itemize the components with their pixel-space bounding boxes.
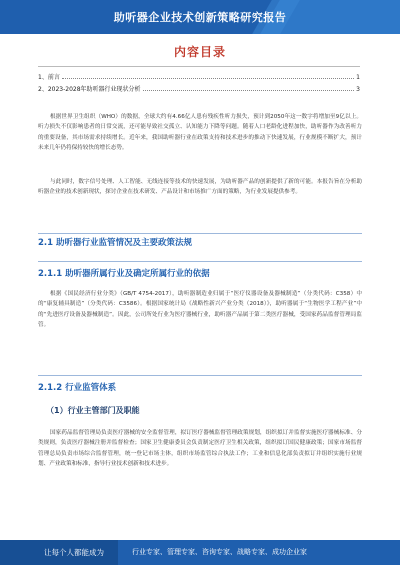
section-heading: 2.1.1 助听器所属行业及确定所属行业的依据 — [38, 269, 210, 279]
footer-slogan-right: 行业专家、管理专家、咨询专家、战略专家、成功企业家 — [132, 548, 307, 556]
toc-item-page: 3 — [356, 86, 360, 93]
toc-item[interactable] — [38, 70, 360, 81]
toc-item-page: 1 — [356, 74, 360, 81]
footer-slogan-left: 让每个人都能成为 — [44, 548, 104, 557]
section-heading: 2.1 助听器行业监管情况及主要政策法规 — [38, 238, 193, 248]
toc-item-label: 2、2023-2028年助听器行业现状分析 — [38, 86, 141, 93]
section-body: 根据《国民经济行业分类》（GB/T 4754-2017），助听器制造业归属于“医疗仪器设备及器械制造”（分类代码：C358）中的“康复辅具制造”（分类代码：C3586）。根据国家统计局《战略性新兴产业分类（2018）》，助听器属于“生物医学工程产业”中的“先进医疗设备及器械制造”。因此，公司所处行业为医疗器械行业，助听器产品属于第二类医疗器械，受国家药品监督管理局监管。 — [38, 291, 362, 329]
intro-paragraph: 根据世界卫生组织（WHO）的数据，全球大约有4.66亿人患有残疾性听力损失，预计到2050年这一数字将增加至9亿以上。听力损失不仅影响患者的日常交流，还可能导致社交孤立、认知能力下降等问题。随着人口老龄化进程加快，助听器作为改善听力的重要设备，其市场需求持续增长。近年来，我国助听器行业在政策支持和技术进步的推动下快速发展，行业规模不断扩大，预计未来几年仍将保持较快的增长态势。 — [38, 114, 362, 152]
section-divider — [38, 261, 362, 262]
toc-item-label: 1、前言 — [38, 74, 60, 81]
subsection-heading: （1）行业主管部门及职能 — [46, 406, 140, 415]
section-divider — [38, 375, 362, 376]
page-footer — [0, 540, 400, 565]
subsection-body: 国家药品监督管理局负责医疗器械的安全监督管理，拟订医疗器械监督管理政策规划，组织拟订并监督实施医疗器械标准、分类规则，负责医疗器械注册并监督检查；国家卫生健康委员会负责制定医疗卫生相关政策，组织拟订国民健康政策；国家市场监督管理总局负责市场综合监督管理，统一登记市场主体，组织市场监管综合执法工作；工业和信息化部负责拟订并组织实施行业规划、产业政策和标准，指导行业技术创新和技术进步。 — [38, 430, 362, 468]
toc-item[interactable] — [38, 82, 360, 93]
toc-title: 内容目录 — [173, 45, 226, 59]
intro-paragraph: 与此同时，数字信号处理、人工智能、无线连接等技术的快速发展，为助听器产品的创新提供了新的可能。本报告旨在分析助听器企业的技术创新现状，探讨企业在技术研发、产品设计和市场推广方面的策略，为行业发展提供参考。 — [38, 179, 362, 196]
toc-leader-dots — [62, 78, 354, 79]
toc-leader-dots — [143, 90, 355, 91]
section-divider — [38, 233, 362, 234]
section-heading: 2.1.2 行业监管体系 — [38, 383, 117, 393]
report-title: 助听器企业技术创新策略研究报告 — [113, 11, 287, 24]
page-header — [0, 0, 400, 34]
toc-divider — [38, 66, 360, 67]
